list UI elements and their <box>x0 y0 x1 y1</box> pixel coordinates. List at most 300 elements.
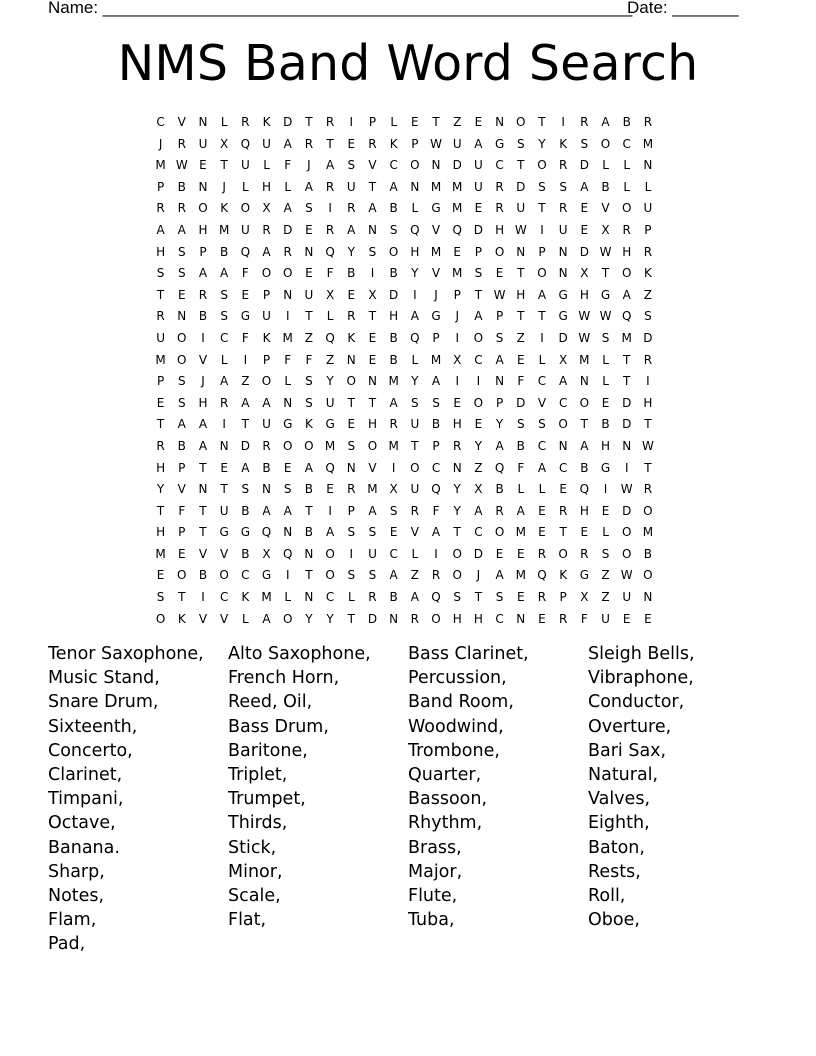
grid-letter: P <box>156 179 165 194</box>
grid-letter: P <box>178 460 186 475</box>
grid-letter: M <box>367 482 378 497</box>
grid-letter: S <box>283 482 292 497</box>
grid-letter: I <box>222 417 226 432</box>
grid-letter: D <box>516 395 526 410</box>
grid-letter: X <box>368 287 377 302</box>
grid-letter: K <box>389 136 398 151</box>
grid-letter: M <box>452 179 463 194</box>
grid-letter: T <box>517 309 525 324</box>
grid-letter: V <box>431 222 441 237</box>
word-item: Tuba, <box>408 910 455 931</box>
grid-letter: Z <box>601 568 610 583</box>
grid-letter: A <box>474 309 483 324</box>
grid-letter: U <box>474 158 483 173</box>
grid-letter: S <box>368 568 377 583</box>
grid-letter: O <box>621 266 632 281</box>
grid-letter: T <box>644 417 652 432</box>
word-item: Stick, <box>228 837 277 858</box>
grid-letter: N <box>558 438 568 453</box>
grid-letter: P <box>559 590 567 605</box>
grid-letter: C <box>495 158 504 173</box>
grid-letter: N <box>219 438 229 453</box>
grid-letter: U <box>262 136 271 151</box>
grid-letter: K <box>347 330 356 345</box>
grid-letter: D <box>240 438 250 453</box>
grid-letter: S <box>220 287 228 302</box>
grid-letter: D <box>389 287 399 302</box>
grid-letter: H <box>452 611 462 626</box>
grid-letter: E <box>389 525 398 540</box>
grid-letter: A <box>220 374 229 389</box>
grid-letter: W <box>599 309 612 324</box>
grid-letter: D <box>558 330 568 345</box>
grid-letter: U <box>219 503 229 518</box>
grid-letter: R <box>389 417 398 432</box>
grid-letter: E <box>411 115 419 129</box>
grid-letter: L <box>242 179 249 194</box>
word-item: Banana. <box>48 837 120 858</box>
grid-letter: T <box>538 201 546 216</box>
grid-row <box>150 414 672 436</box>
grid-letter: D <box>473 222 484 237</box>
grid-letter: A <box>601 115 610 129</box>
grid-letter: B <box>601 417 610 432</box>
grid-letter: R <box>643 244 653 259</box>
grid-letter: L <box>538 482 546 497</box>
grid-letter: O <box>473 330 484 345</box>
grid-letter: A <box>368 201 377 216</box>
grid-letter: Z <box>601 590 610 605</box>
grid-letter: I <box>540 330 544 345</box>
grid-letter: O <box>643 568 653 583</box>
grid-letter: E <box>305 222 313 237</box>
word-item: Bass Clarinet, <box>408 644 529 664</box>
word-item: Thirds, <box>228 813 288 834</box>
grid-letter: D <box>622 417 632 432</box>
grid-letter: W <box>641 438 654 453</box>
grid-letter: B <box>198 568 208 583</box>
grid-letter: S <box>177 266 186 281</box>
grid-letter: R <box>325 115 335 129</box>
grid-letter: A <box>198 266 208 281</box>
word-item: Rhythm, <box>408 813 483 834</box>
grid-letter: A <box>580 438 589 453</box>
grid-letter: R <box>431 568 441 583</box>
grid-letter: T <box>538 309 546 324</box>
grid-letter: E <box>580 525 589 540</box>
grid-letter: T <box>368 179 377 194</box>
grid-letter: A <box>177 222 186 237</box>
grid-row <box>150 155 672 177</box>
grid-letter: G <box>600 460 611 475</box>
grid-letter: E <box>368 352 377 367</box>
grid-letter: A <box>537 460 547 475</box>
word-item: Natural, <box>588 765 659 786</box>
grid-letter: Q <box>282 546 293 561</box>
grid-letter: S <box>368 525 377 540</box>
grid-row <box>150 220 672 242</box>
grid-letter: X <box>453 352 462 367</box>
grid-letter: N <box>198 482 208 497</box>
grid-row <box>150 112 672 134</box>
grid-letter: T <box>347 611 355 626</box>
grid-row <box>150 565 672 587</box>
grid-letter: E <box>326 482 334 497</box>
grid-letter: A <box>262 503 271 518</box>
grid-letter: H <box>473 611 483 626</box>
word-item: Sixteenth, <box>48 716 138 737</box>
grid-letter: H <box>579 287 589 302</box>
grid-letter: V <box>537 395 547 410</box>
grid-letter: U <box>368 546 377 561</box>
grid-letter: F <box>517 374 525 389</box>
grid-letter: R <box>537 546 547 561</box>
word-item: Scale, <box>228 886 281 907</box>
grid-letter: T <box>156 417 165 432</box>
grid-letter: H <box>198 395 208 410</box>
grid-letter: S <box>538 417 546 432</box>
grid-letter: I <box>540 222 544 237</box>
grid-letter: S <box>389 503 398 518</box>
grid-letter: M <box>642 525 654 540</box>
grid-letter: G <box>240 309 250 324</box>
grid-letter: O <box>410 460 420 475</box>
grid-letter: S <box>538 179 546 194</box>
grid-letter: T <box>199 503 207 518</box>
grid-letter: O <box>621 546 632 561</box>
grid-letter: J <box>434 287 438 302</box>
grid-letter: R <box>558 503 568 518</box>
grid-letter: A <box>241 395 250 410</box>
word-column <box>48 642 228 957</box>
grid-letter: Y <box>453 482 461 497</box>
word-item: Snare Drum, <box>48 692 159 713</box>
grid-letter: L <box>242 611 249 626</box>
grid-letter: B <box>304 482 314 497</box>
grid-letter: E <box>495 546 504 561</box>
word-item: Sharp, <box>48 861 105 882</box>
grid-letter: O <box>155 611 166 626</box>
grid-letter: X <box>262 201 271 216</box>
grid-letter: S <box>347 158 356 173</box>
grid-letter: A <box>283 503 292 518</box>
grid-letter: B <box>431 417 441 432</box>
grid-letter: T <box>199 460 207 475</box>
grid-letter: Q <box>494 460 505 475</box>
grid-letter: U <box>643 201 653 216</box>
grid-letter: Y <box>326 611 334 626</box>
grid-letter: S <box>305 395 313 410</box>
grid-letter: T <box>305 568 313 583</box>
grid-letter: L <box>644 179 652 194</box>
grid-letter: O <box>177 568 187 583</box>
grid-letter: R <box>558 611 568 626</box>
grid-letter: R <box>495 503 504 518</box>
grid-letter: D <box>283 222 293 237</box>
grid-letter: C <box>558 395 568 410</box>
grid-letter: I <box>328 201 332 216</box>
grid-letter: X <box>325 287 335 302</box>
grid-letter: T <box>559 525 567 540</box>
grid-letter: O <box>219 568 229 583</box>
grid-row <box>150 393 672 415</box>
grid-letter: A <box>262 395 271 410</box>
grid-letter: O <box>494 525 505 540</box>
grid-letter: B <box>601 179 610 194</box>
grid-letter: E <box>622 611 631 626</box>
grid-row <box>150 522 672 544</box>
grid-letter: C <box>325 590 335 605</box>
grid-letter: M <box>515 525 526 540</box>
grid-row <box>150 306 672 328</box>
word-item: Vibraphone, <box>588 668 694 689</box>
grid-letter: C <box>474 352 483 367</box>
grid-letter: J <box>158 136 163 151</box>
grid-letter: Q <box>431 590 441 605</box>
word-item: Percussion, <box>408 668 507 689</box>
grid-letter: A <box>241 460 250 475</box>
grid-letter: E <box>538 525 546 540</box>
grid-letter: E <box>241 287 250 302</box>
grid-letter: N <box>495 115 505 129</box>
grid-letter: H <box>495 222 505 237</box>
grid-letter: C <box>219 590 229 605</box>
grid-letter: A <box>495 568 504 583</box>
grid-letter: Y <box>453 503 461 518</box>
grid-letter: R <box>177 136 186 151</box>
grid-letter: N <box>346 352 356 367</box>
grid-letter: S <box>177 395 186 410</box>
grid-letter: O <box>325 546 335 561</box>
grid-letter: U <box>262 417 271 432</box>
grid-letter: Y <box>495 417 504 432</box>
grid-letter: I <box>561 115 565 129</box>
grid-letter: G <box>431 201 441 216</box>
word-item: Bass Drum, <box>228 716 329 737</box>
grid-letter: O <box>621 201 632 216</box>
grid-letter: G <box>558 309 568 324</box>
grid-letter: V <box>198 611 208 626</box>
grid-letter: U <box>346 179 356 194</box>
grid-letter: Q <box>261 525 272 540</box>
grid-letter: P <box>262 352 271 367</box>
grid-letter: T <box>517 266 525 281</box>
grid-letter: F <box>580 611 588 626</box>
grid-letter: A <box>304 460 314 475</box>
grid-letter: E <box>644 611 652 626</box>
grid-letter: K <box>177 611 186 626</box>
grid-letter: B <box>516 438 525 453</box>
grid-letter: S <box>644 309 652 324</box>
word-item: Rests, <box>588 861 641 882</box>
grid-letter: L <box>263 158 270 173</box>
grid-letter: N <box>452 460 462 475</box>
grid-letter: X <box>601 222 610 237</box>
grid-letter: Z <box>410 568 419 583</box>
grid-letter: F <box>326 266 334 281</box>
grid-letter: A <box>516 503 525 518</box>
grid-letter: A <box>325 525 335 540</box>
grid-letter: R <box>325 222 335 237</box>
grid-letter: H <box>156 460 166 475</box>
word-item: Overture, <box>588 716 672 737</box>
grid-letter: I <box>243 352 248 367</box>
grid-letter: R <box>262 222 271 237</box>
word-item: Clarinet, <box>48 765 123 786</box>
word-item: Baton, <box>588 837 645 858</box>
grid-letter: Q <box>325 460 335 475</box>
grid-letter: R <box>156 309 165 324</box>
grid-letter: B <box>198 309 208 324</box>
grid-letter: C <box>219 330 229 345</box>
grid-letter: I <box>391 460 396 475</box>
grid-letter: A <box>198 438 208 453</box>
grid-letter: U <box>410 482 420 497</box>
grid-letter: A <box>474 136 483 151</box>
grid-letter: S <box>305 201 313 216</box>
grid-letter: Z <box>474 460 483 475</box>
grid-letter: R <box>558 158 568 173</box>
grid-letter: F <box>517 460 525 475</box>
grid-letter: X <box>220 136 229 151</box>
word-item: Trombone, <box>408 740 500 761</box>
grid-row <box>150 328 672 350</box>
grid-letter: L <box>326 309 334 324</box>
word-item: Notes, <box>48 886 105 907</box>
grid-letter: R <box>198 287 208 302</box>
grid-row <box>150 371 672 393</box>
grid-letter: A <box>495 438 504 453</box>
word-item: Valves, <box>588 789 651 810</box>
grid-letter: H <box>410 244 420 259</box>
grid-row <box>150 587 672 609</box>
grid-letter: T <box>517 158 525 173</box>
grid-letter: T <box>644 460 652 475</box>
grid-row <box>150 544 672 566</box>
grid-letter: K <box>643 266 652 281</box>
grid-letter: L <box>390 115 397 129</box>
date-field: Date: _______ <box>627 0 739 17</box>
grid-letter: N <box>198 179 208 194</box>
grid-letter: S <box>495 590 504 605</box>
grid-letter: O <box>452 546 462 561</box>
grid-letter: W <box>430 136 442 151</box>
grid-letter: D <box>516 179 526 194</box>
word-item: Alto Saxophone, <box>228 644 371 664</box>
grid-letter: L <box>347 590 355 605</box>
grid-row <box>150 436 672 458</box>
grid-letter: R <box>368 136 377 151</box>
word-item: Eighth, <box>588 813 650 834</box>
grid-letter: P <box>178 525 186 540</box>
grid-letter: J <box>201 374 205 389</box>
grid-letter: X <box>559 352 568 367</box>
grid-letter: C <box>389 158 398 173</box>
grid-letter: Z <box>241 374 250 389</box>
grid-letter: A <box>198 417 208 432</box>
grid-letter: T <box>411 438 419 453</box>
grid-letter: D <box>622 395 632 410</box>
grid-row <box>150 177 672 199</box>
grid-letter: I <box>285 568 290 583</box>
grid-letter: V <box>220 611 229 626</box>
grid-letter: K <box>241 590 250 605</box>
grid-letter: O <box>282 266 293 281</box>
grid-letter: E <box>559 482 567 497</box>
grid-letter: S <box>389 222 398 237</box>
word-item: Major, <box>408 861 463 882</box>
grid-letter: R <box>325 179 335 194</box>
grid-letter: H <box>452 417 462 432</box>
grid-letter: N <box>495 374 505 389</box>
grid-letter: A <box>474 503 483 518</box>
grid-letter: N <box>304 590 314 605</box>
grid-letter: P <box>411 136 419 151</box>
grid-letter: T <box>474 287 483 302</box>
grid-letter: V <box>368 460 377 475</box>
grid-letter: S <box>347 438 356 453</box>
grid-letter: J <box>476 568 481 583</box>
grid-letter: F <box>305 352 313 367</box>
grid-letter: S <box>432 395 440 410</box>
grid-letter: I <box>455 330 459 345</box>
grid-letter: U <box>601 611 610 626</box>
grid-letter: F <box>178 503 186 518</box>
word-item: Bassoon, <box>408 789 488 810</box>
grid-letter: N <box>283 395 293 410</box>
grid-letter: W <box>514 222 527 237</box>
grid-letter: P <box>474 244 483 259</box>
grid-letter: W <box>175 158 188 173</box>
grid-letter: R <box>241 115 250 129</box>
grid-letter: C <box>495 611 504 626</box>
grid-letter: L <box>411 546 419 561</box>
grid-letter: L <box>602 525 609 540</box>
grid-letter: G <box>219 525 229 540</box>
grid-row <box>150 242 672 264</box>
grid-letter: B <box>347 266 356 281</box>
grid-letter: A <box>347 222 356 237</box>
word-item: Brass, <box>408 837 462 858</box>
grid-letter: A <box>410 309 419 324</box>
grid-letter: P <box>432 438 440 453</box>
grid-letter: I <box>370 266 375 281</box>
grid-letter: D <box>622 503 632 518</box>
grid-letter: I <box>349 115 354 129</box>
grid-letter: S <box>347 568 356 583</box>
grid-letter: B <box>241 546 250 561</box>
grid-letter: B <box>241 503 250 518</box>
grid-letter: E <box>368 330 377 345</box>
word-item: Oboe, <box>588 910 640 931</box>
grid-letter: P <box>347 503 355 518</box>
grid-letter: U <box>452 136 462 151</box>
grid-letter: R <box>495 201 504 216</box>
grid-letter: E <box>474 417 483 432</box>
grid-letter: B <box>262 460 271 475</box>
grid-letter: A <box>389 179 398 194</box>
word-item: Music Stand, <box>48 668 160 689</box>
grid-letter: E <box>516 590 525 605</box>
grid-letter: S <box>305 374 313 389</box>
grid-letter: Y <box>156 482 165 497</box>
grid-letter: T <box>474 590 483 605</box>
grid-letter: L <box>411 201 419 216</box>
grid-letter: V <box>410 525 419 540</box>
grid-letter: D <box>452 158 462 173</box>
grid-letter: C <box>558 460 568 475</box>
grid-letter: N <box>579 374 589 389</box>
